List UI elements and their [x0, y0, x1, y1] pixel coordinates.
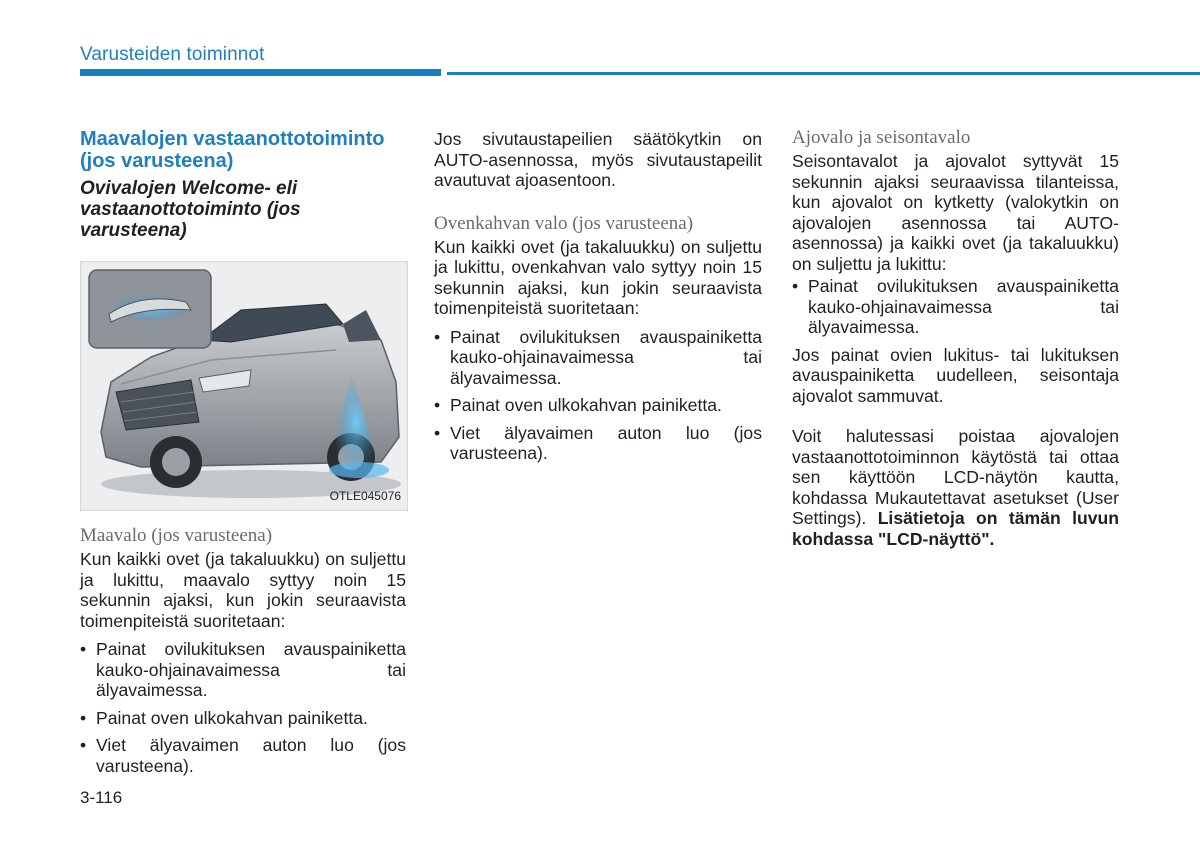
sub-heading: Ovivalojen Welcome- eli vastaanottotoiminto (jos varusteena)	[80, 178, 301, 241]
main-heading: Maavalojen vastaanottotoiminto (jos varusteena)	[80, 128, 385, 172]
car-illustration	[80, 261, 408, 511]
section-title-ground-light: Maavalo (jos varusteena)	[80, 525, 273, 546]
paragraph: Jos painat ovien lukitus- tai lukituksen avauspainiketta uudelleen, seisontaja ajovalot sammuvat.	[792, 344, 1119, 406]
paragraph: Seisontavalot ja ajovalot syttyvät 15 sekunnin ajaksi seuraavissa tilanteissa, kun ajovalot on kytketty (valokytkin on ajovalojen asennossa tai AUTO-asennossa) ja kaikki ovet (ja takaluukku) on suljettu ja lukittu:	[792, 151, 1119, 274]
header-rule-thick	[80, 69, 441, 76]
list-item: • Painat oven ulkokahvan painiketta.	[80, 708, 406, 729]
list-item: • Painat oven ulkokahvan painiketta.	[434, 395, 762, 416]
column-2	[434, 129, 762, 471]
reference-note: Lisätietoja on tämän luvun kohdassa "LCD-näyttö".	[792, 508, 1119, 549]
list-item: • Painat ovilukituksen avauspainiketta kauko-ohjainavaimessa tai älyavaimessa.	[434, 327, 762, 389]
list-item: • Viet älyavaimen auton luo (jos varusteena).	[434, 423, 762, 464]
paragraph	[792, 426, 1119, 549]
page-number: 3-116	[80, 788, 123, 807]
car-welcome-light-drawing	[81, 262, 408, 511]
section-title-door-handle-light: Ovenkahvan valo (jos varusteena)	[434, 212, 694, 234]
bullet-list	[80, 639, 406, 776]
paragraph: Kun kaikki ovet (ja takaluukku) on suljettu ja lukittu, ovenkahvan valo syttyy noin 15 sekunnin ajaksi, kun jokin seuraavista toimenpiteistä suoritetaan:	[434, 236, 762, 318]
bullet-list	[434, 327, 762, 464]
bullet-list	[792, 276, 1119, 338]
column-3	[792, 127, 1119, 549]
paragraph-text: Voit halutessasi poistaa ajovalojen vastaanottotoiminnon käytöstä tai ottaa sen käyttöön LCD-näytön kautta, kohdassa Mukautettavat asetukset (User Settings).	[792, 426, 1119, 528]
list-item: • Viet älyavaimen auton luo (jos varusteena).	[80, 735, 406, 776]
figure-code: OTLE045076	[329, 488, 401, 503]
list-item: • Painat ovilukituksen avauspainiketta kauko-ohjainavaimessa tai älyavaimessa.	[792, 276, 1119, 338]
section-title-headlight: Ajovalo ja seisontavalo	[792, 127, 971, 148]
section-header-title: Varusteiden toiminnot	[80, 44, 265, 65]
header-rule-thin	[447, 72, 1200, 75]
column-1	[80, 128, 406, 783]
paragraph: Jos sivutaustapeilien säätökytkin on AUTO-asennossa, myös sivutaustapeilit avautuvat ajoasentoon.	[434, 129, 762, 190]
list-item: • Painat ovilukituksen avauspainiketta kauko-ohjainavaimessa tai älyavaimessa.	[80, 639, 406, 701]
paragraph: Kun kaikki ovet (ja takaluukku) on suljettu ja lukittu, maavalo syttyy noin 15 sekunnin ajaksi, kun jokin seuraavista toimenpiteistä suoritetaan:	[80, 549, 406, 631]
